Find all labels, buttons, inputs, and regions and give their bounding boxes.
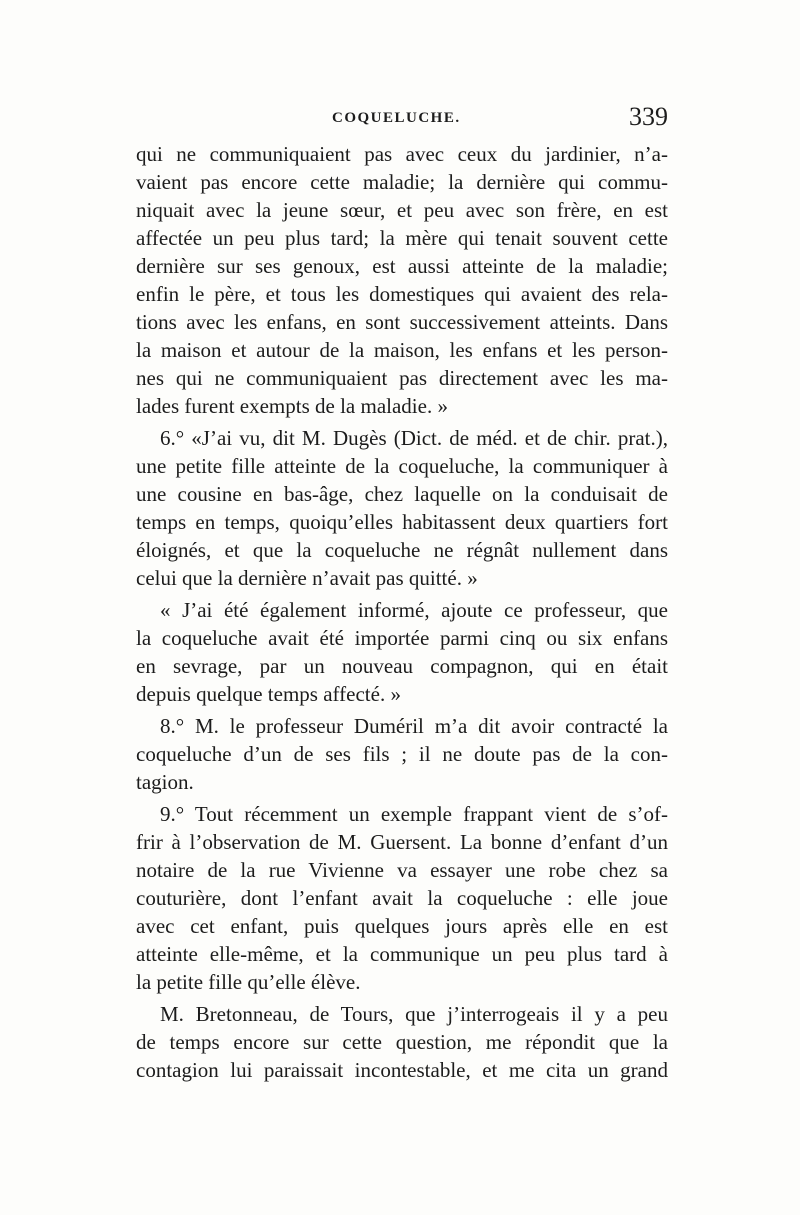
text-line: avec cet enfant, puis quelques jours après elle en est bbox=[136, 914, 668, 938]
text-line: 8.° M. le professeur Duméril m’a dit avoir contracté la bbox=[160, 714, 668, 738]
text-line: qui ne communiquaient pas avec ceux du jardinier, n’a- bbox=[136, 142, 668, 166]
text-line: niquait avec la jeune sœur, et peu avec son frère, en est bbox=[136, 198, 668, 222]
text-line: la petite fille qu’elle élève. bbox=[136, 970, 361, 994]
text-line: coqueluche d’un de ses fils ; il ne doute pas de la con- bbox=[136, 742, 668, 766]
text-line: celui que la dernière n’avait pas quitté. » bbox=[136, 566, 478, 590]
page-header bbox=[136, 104, 668, 134]
running-title: COQUELUCHE. bbox=[332, 110, 461, 126]
text-line: une cousine en bas-âge, chez laquelle on la conduisait de bbox=[136, 482, 668, 506]
text-line: depuis quelque temps affecté. » bbox=[136, 682, 401, 706]
text-line: 6.° «J’ai vu, dit M. Dugès (Dict. de méd. et de chir. prat.), bbox=[160, 426, 668, 450]
text-line: frir à l’observation de M. Guersent. La bonne d’enfant d’un bbox=[136, 830, 668, 854]
text-line: de temps encore sur cette question, me répondit que la bbox=[136, 1030, 668, 1054]
text-line: vaient pas encore cette maladie; la dernière qui commu- bbox=[136, 170, 668, 194]
text-line: la maison et autour de la maison, les enfans et les person- bbox=[136, 338, 668, 362]
text-line: couturière, dont l’enfant avait la coqueluche : elle joue bbox=[136, 886, 668, 910]
text-line: affectée un peu plus tard; la mère qui tenait souvent cette bbox=[136, 226, 668, 250]
text-line: enfin le père, et tous les domestiques qui avaient des rela- bbox=[136, 282, 668, 306]
text-line: contagion lui paraissait incontestable, et me cita un grand bbox=[136, 1058, 668, 1082]
page-number: 339 bbox=[629, 102, 668, 131]
text-line: nes qui ne communiquaient pas directement avec les ma- bbox=[136, 366, 668, 390]
text-line: notaire de la rue Vivienne va essayer une robe chez sa bbox=[136, 858, 668, 882]
text-line: atteinte elle-même, et la communique un peu plus tard à bbox=[136, 942, 668, 966]
text-line: tions avec les enfans, en sont successivement atteints. Dans bbox=[136, 310, 668, 334]
text-line: dernière sur ses genoux, est aussi atteinte de la maladie; bbox=[136, 254, 668, 278]
text-line: en sevrage, par un nouveau compagnon, qui en était bbox=[136, 654, 668, 678]
text-line: M. Bretonneau, de Tours, que j’interrogeais il y a peu bbox=[160, 1002, 668, 1026]
text-line: une petite fille atteinte de la coqueluche, la communiquer à bbox=[136, 454, 668, 478]
text-line: tagion. bbox=[136, 770, 194, 794]
text-line: lades furent exempts de la maladie. » bbox=[136, 394, 448, 418]
text-line: « J’ai été également informé, ajoute ce professeur, que bbox=[160, 598, 668, 622]
text-line: 9.° Tout récemment un exemple frappant vient de s’of- bbox=[160, 802, 668, 826]
text-line: éloignés, et que la coqueluche ne régnât nullement dans bbox=[136, 538, 668, 562]
text-line: temps en temps, quoiqu’elles habitassent deux quartiers fort bbox=[136, 510, 668, 534]
text-line: la coqueluche avait été importée parmi cinq ou six enfans bbox=[136, 626, 668, 650]
